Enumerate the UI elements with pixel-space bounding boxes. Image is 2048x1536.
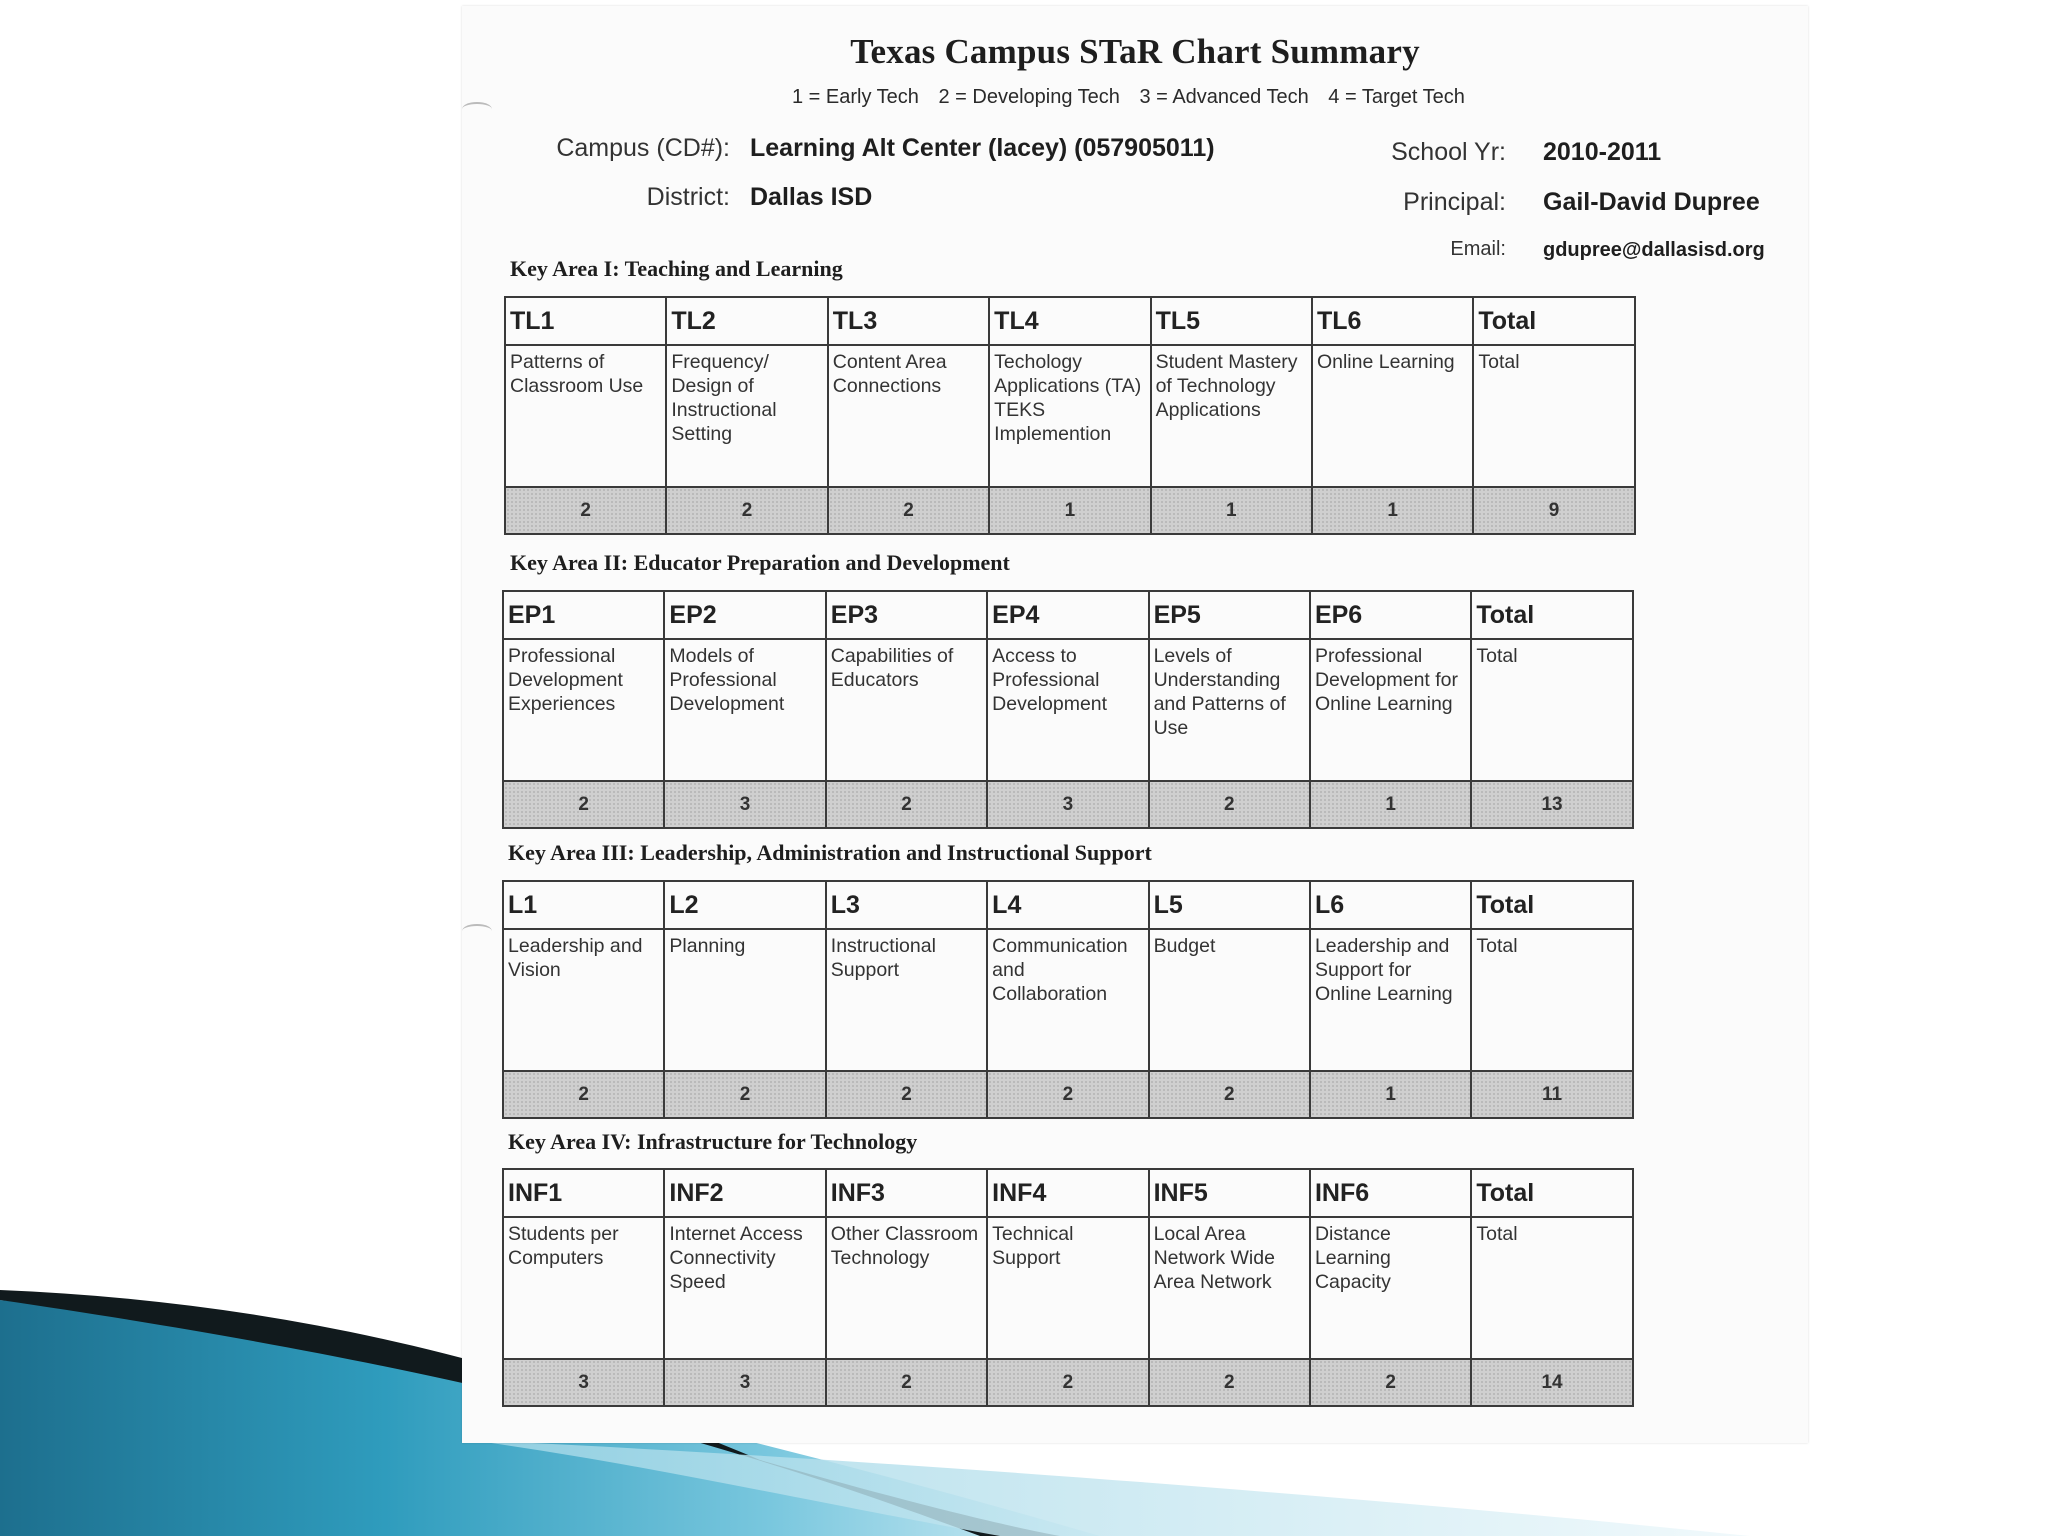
indicator-description: Professional Development Experiences (503, 639, 664, 781)
indicator-code: TL1 (505, 297, 666, 345)
total-score: 14 (1471, 1359, 1632, 1406)
indicator-description: Patterns of Classroom Use (505, 345, 666, 487)
school-year-label: School Yr: (1391, 138, 1506, 166)
indicator-code: EP2 (664, 591, 825, 639)
indicator-description: Leadership and Vision (503, 929, 664, 1071)
indicator-code: INF6 (1310, 1169, 1471, 1217)
indicator-score: 3 (664, 1359, 825, 1406)
indicator-code: L2 (664, 881, 825, 929)
indicator-code: EP6 (1310, 591, 1471, 639)
principal-label: Principal: (1403, 188, 1506, 216)
indicator-code: TL4 (989, 297, 1150, 345)
key-area-title: Key Area I: Teaching and Learning (510, 256, 843, 281)
total-description: Total (1473, 345, 1634, 487)
indicator-score: 3 (503, 1359, 664, 1406)
indicator-score: 2 (1149, 781, 1310, 828)
indicator-score: 2 (664, 1071, 825, 1118)
total-header: Total (1471, 1169, 1632, 1217)
indicator-description: Communication and Collaboration (987, 929, 1148, 1071)
indicator-score: 3 (664, 781, 825, 828)
indicator-description: Content Area Connections (828, 345, 989, 487)
indicator-description: Students per Computers (503, 1217, 664, 1359)
scan-artifact (462, 102, 492, 116)
school-year-value: 2010-2011 (1543, 138, 1662, 166)
indicator-description: Professional Development for Online Learning (1310, 639, 1471, 781)
total-description: Total (1471, 929, 1632, 1071)
total-score: 11 (1471, 1071, 1632, 1118)
scan-artifact (462, 924, 492, 938)
indicator-description: Distance Learning Capacity (1310, 1217, 1471, 1359)
total-header: Total (1471, 881, 1632, 929)
campus-label: Campus (CD#): (556, 134, 730, 162)
key-area-title: Key Area II: Educator Preparation and Development (510, 550, 1010, 575)
key-area-title: Key Area III: Leadership, Administration and Instructional Support (508, 840, 1152, 865)
total-description: Total (1471, 1217, 1632, 1359)
legend-item: 4 = Target Tech (1328, 86, 1465, 108)
key-area-table (502, 590, 1634, 829)
total-header: Total (1473, 297, 1634, 345)
legend-item: 1 = Early Tech (792, 86, 919, 108)
indicator-score: 1 (1310, 781, 1471, 828)
indicator-code: L5 (1149, 881, 1310, 929)
indicator-description: Access to Professional Development (987, 639, 1148, 781)
indicator-description: Technical Support (987, 1217, 1148, 1359)
indicator-description: Techology Applications (TA) TEKS Implemention (989, 345, 1150, 487)
indicator-description: Budget (1149, 929, 1310, 1071)
indicator-score: 2 (503, 1071, 664, 1118)
indicator-score: 2 (826, 1359, 987, 1406)
indicator-score: 2 (1310, 1359, 1471, 1406)
indicator-score: 2 (987, 1359, 1148, 1406)
indicator-code: INF5 (1149, 1169, 1310, 1217)
indicator-code: L6 (1310, 881, 1471, 929)
indicator-code: EP1 (503, 591, 664, 639)
key-area-title: Key Area IV: Infrastructure for Technology (508, 1129, 918, 1154)
campus-value: Learning Alt Center (lacey) (057905011) (750, 134, 1215, 162)
indicator-code: EP5 (1149, 591, 1310, 639)
indicator-score: 2 (1149, 1359, 1310, 1406)
indicator-code: TL5 (1151, 297, 1312, 345)
indicator-code: TL3 (828, 297, 989, 345)
indicator-description: Instructional Support (826, 929, 987, 1071)
indicator-description: Frequency/ Design of Instructional Setting (666, 345, 827, 487)
key-area-table (502, 1168, 1634, 1407)
total-score: 13 (1471, 781, 1632, 828)
indicator-code: INF4 (987, 1169, 1148, 1217)
legend-item: 2 = Developing Tech (938, 86, 1120, 108)
indicator-description: Leadership and Support for Online Learning (1310, 929, 1471, 1071)
total-description: Total (1471, 639, 1632, 781)
indicator-description: Levels of Understanding and Patterns of Use (1149, 639, 1310, 781)
indicator-score: 2 (666, 487, 827, 534)
district-label: District: (646, 183, 730, 211)
indicator-score: 2 (1149, 1071, 1310, 1118)
indicator-code: L1 (503, 881, 664, 929)
principal-value: Gail-David Dupree (1543, 188, 1760, 216)
legend-item: 3 = Advanced Tech (1139, 86, 1309, 108)
rating-legend (792, 86, 1479, 109)
indicator-score: 2 (826, 1071, 987, 1118)
key-area-table (502, 880, 1634, 1119)
indicator-description: Models of Professional Development (664, 639, 825, 781)
total-score: 9 (1473, 487, 1634, 534)
indicator-code: TL6 (1312, 297, 1473, 345)
indicator-score: 2 (828, 487, 989, 534)
indicator-description: Planning (664, 929, 825, 1071)
indicator-score: 1 (1310, 1071, 1471, 1118)
indicator-score: 2 (505, 487, 666, 534)
indicator-score: 3 (987, 781, 1148, 828)
indicator-description: Capabilities of Educators (826, 639, 987, 781)
email-label: Email: (1450, 238, 1506, 260)
indicator-code: INF1 (503, 1169, 664, 1217)
indicator-description: Internet Access Connectivity Speed (664, 1217, 825, 1359)
indicator-code: TL2 (666, 297, 827, 345)
key-area-table (504, 296, 1636, 535)
indicator-description: Online Learning (1312, 345, 1473, 487)
indicator-code: INF2 (664, 1169, 825, 1217)
indicator-code: L3 (826, 881, 987, 929)
document-title: Texas Campus STaR Chart Summary (850, 32, 1420, 71)
scanned-document (462, 6, 1808, 1443)
indicator-code: EP4 (987, 591, 1148, 639)
indicator-code: L4 (987, 881, 1148, 929)
indicator-score: 1 (1151, 487, 1312, 534)
indicator-score: 2 (503, 781, 664, 828)
indicator-description: Other Classroom Technology (826, 1217, 987, 1359)
total-header: Total (1471, 591, 1632, 639)
indicator-code: INF3 (826, 1169, 987, 1217)
indicator-description: Student Mastery of Technology Applications (1151, 345, 1312, 487)
indicator-score: 2 (987, 1071, 1148, 1118)
district-value: Dallas ISD (750, 183, 873, 211)
indicator-code: EP3 (826, 591, 987, 639)
indicator-description: Local Area Network Wide Area Network (1149, 1217, 1310, 1359)
indicator-score: 1 (989, 487, 1150, 534)
indicator-score: 2 (826, 781, 987, 828)
email-value: gdupree@dallasisd.org (1543, 239, 1765, 261)
indicator-score: 1 (1312, 487, 1473, 534)
